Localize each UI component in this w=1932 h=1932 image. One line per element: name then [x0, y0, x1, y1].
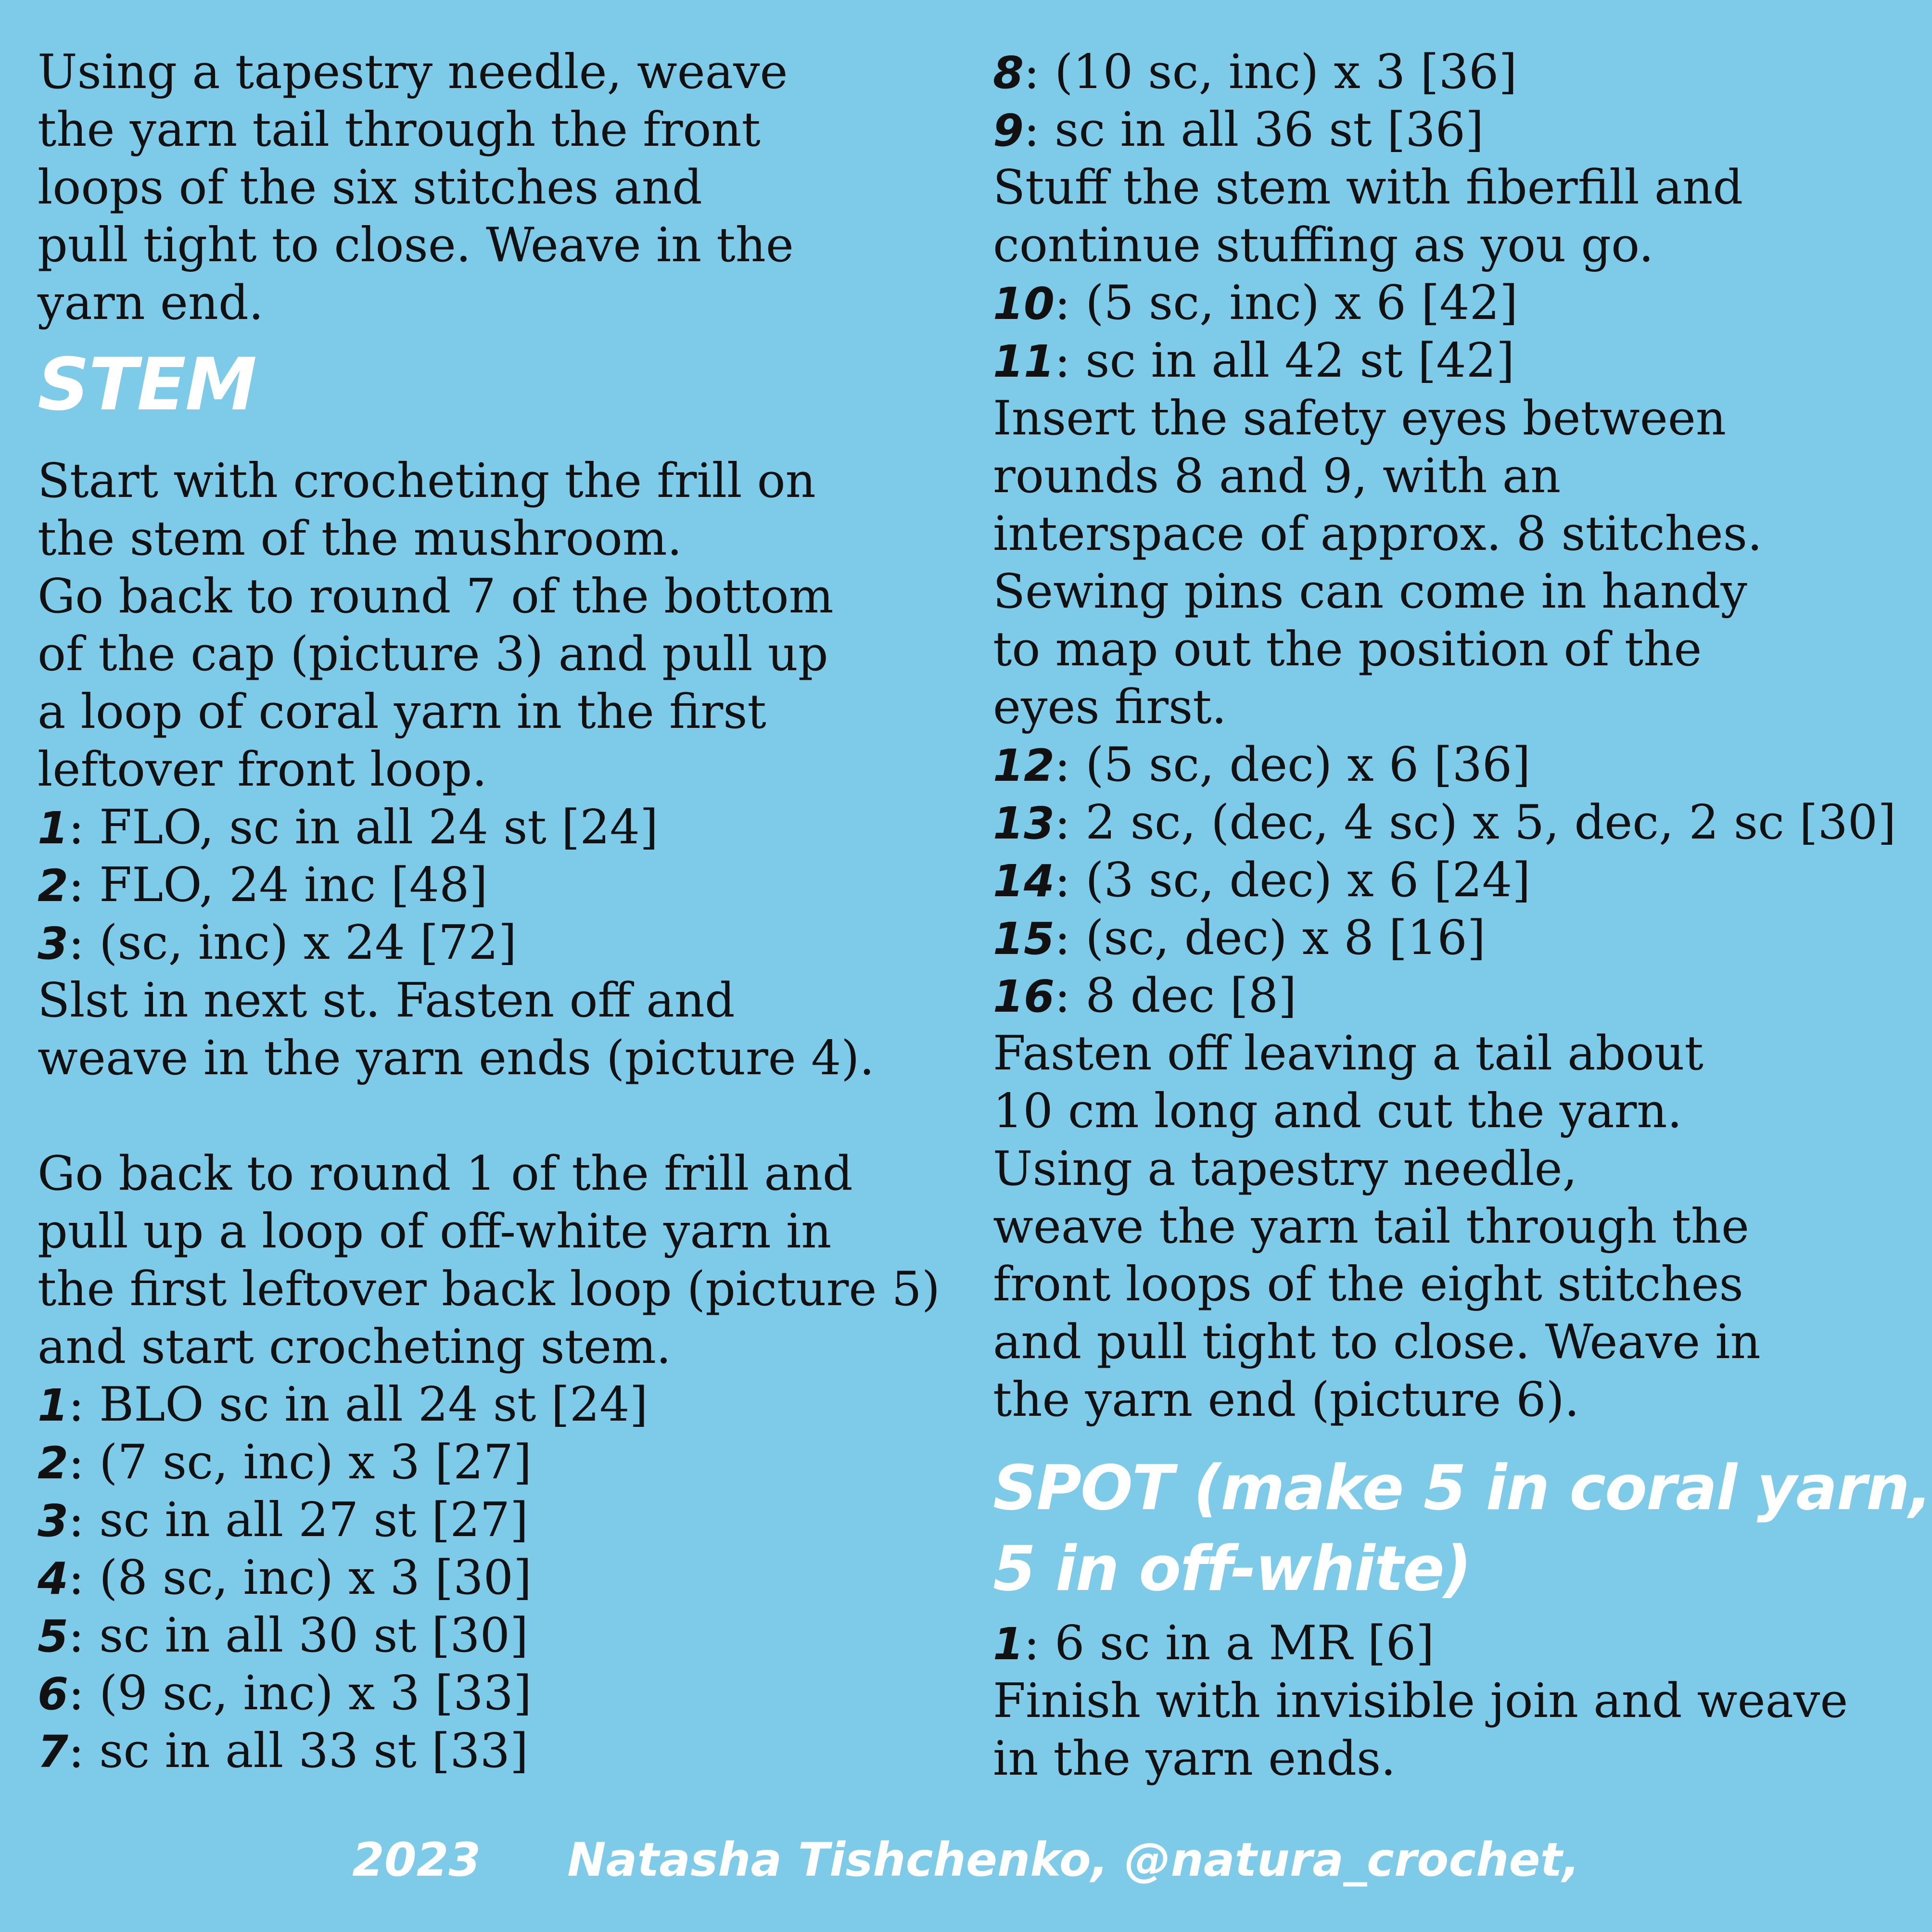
round-line	[993, 852, 1907, 909]
text-line: Go back to round 7 of the bottom	[38, 569, 834, 624]
round-text: : (8 sc, inc) x 3 [30]	[68, 1551, 532, 1605]
text-line: and pull tight to close. Weave in	[993, 1315, 1761, 1370]
round-text: : (7 sc, inc) x 3 [27]	[68, 1435, 532, 1490]
round-number: 1	[38, 802, 69, 854]
round-number: 11	[993, 336, 1055, 387]
spot-heading-line: SPOT (make 5 in coral yarn,	[993, 1452, 1932, 1524]
text-line: Using a tapestry needle, weave	[38, 45, 788, 100]
round-line	[993, 332, 1907, 390]
round-text: : 6 sc in a MR [6]	[1024, 1616, 1435, 1671]
round-number: 13	[993, 798, 1055, 849]
finish-paragraph	[993, 1025, 1907, 1429]
frill-outro-paragraph	[38, 972, 952, 1087]
round-line	[993, 736, 1907, 794]
text-line: 10 cm long and cut the yarn.	[993, 1084, 1682, 1139]
intro-paragraph	[38, 43, 952, 332]
spot-heading	[993, 1448, 1932, 1610]
round-text: : (5 sc, inc) x 6 [42]	[1055, 276, 1518, 330]
round-line	[38, 914, 952, 972]
text-line: Slst in next st. Fasten off and	[38, 973, 735, 1028]
round-text: : sc in all 27 st [27]	[68, 1493, 529, 1548]
text-line: Start with crocheting the frill on	[38, 454, 816, 508]
round-text: : 8 dec [8]	[1055, 968, 1297, 1023]
round-line	[993, 1614, 1907, 1672]
stem-rounds	[38, 1376, 952, 1780]
left-column	[38, 43, 952, 1780]
round-number: 15	[993, 913, 1055, 965]
right-column	[993, 43, 1932, 1788]
round-line	[38, 1722, 952, 1780]
round-number: 3	[38, 918, 69, 969]
text-line: rounds 8 and 9, with an	[993, 449, 1561, 504]
round-text: : FLO, sc in all 24 st [24]	[68, 800, 659, 855]
round-line	[38, 1491, 952, 1549]
round-text: : 2 sc, (dec, 4 sc) x 5, dec, 2 sc [30]	[1055, 795, 1896, 850]
spot-heading-line: 5 in off-white)	[993, 1533, 1471, 1605]
round-line	[38, 856, 952, 914]
text-line: continue stuffing as you go.	[993, 218, 1654, 273]
round-line	[38, 1665, 952, 1722]
rounds-12-16	[993, 736, 1907, 1025]
round-number: 7	[38, 1726, 69, 1778]
rounds-10-11	[993, 274, 1907, 390]
round-line	[993, 909, 1907, 967]
text-line: a loop of coral yarn in the first	[38, 685, 766, 739]
round-text: : sc in all 30 st [30]	[68, 1608, 529, 1663]
round-number: 12	[993, 740, 1055, 791]
round-line	[993, 794, 1907, 852]
text-line: Sewing pins can come in handy	[993, 564, 1747, 619]
round-line	[993, 101, 1907, 159]
round-text: : FLO, 24 inc [48]	[68, 858, 488, 913]
round-number: 1	[993, 1618, 1024, 1670]
text-line: interspace of approx. 8 stitches.	[993, 507, 1763, 561]
round-text: : (sc, inc) x 24 [72]	[68, 915, 517, 970]
text-line: the first leftover back loop (picture 5)	[38, 1262, 941, 1317]
round-text: : (5 sc, dec) x 6 [36]	[1055, 737, 1531, 792]
text-line: to map out the position of the	[993, 622, 1702, 677]
rounds-8-9	[993, 43, 1907, 159]
text-line: the stem of the mushroom.	[38, 511, 682, 566]
round-number: 14	[993, 855, 1055, 907]
round-number: 16	[993, 971, 1055, 1022]
round-line	[993, 274, 1907, 332]
round-line	[38, 799, 952, 856]
paragraph-gap	[38, 1087, 952, 1145]
round-text: : (3 sc, dec) x 6 [24]	[1055, 853, 1531, 908]
text-line: loops of the six stitches and	[38, 160, 702, 215]
text-line: pull up a loop of off-white yarn in	[38, 1204, 832, 1259]
round-text: : (9 sc, inc) x 3 [33]	[68, 1666, 532, 1721]
round-number: 6	[38, 1668, 69, 1720]
round-number: 1	[38, 1380, 69, 1431]
round-number: 3	[38, 1495, 69, 1547]
round-number: 10	[993, 278, 1055, 330]
text-line: pull tight to close. Weave in the	[38, 218, 794, 273]
text-line: Go back to round 1 of the frill and	[38, 1146, 853, 1201]
round-text: : BLO sc in all 24 st [24]	[68, 1377, 648, 1432]
round-text: : (10 sc, inc) x 3 [36]	[1024, 45, 1517, 100]
text-line: Using a tapestry needle,	[993, 1142, 1577, 1196]
round-line	[38, 1376, 952, 1434]
text-line: Finish with invisible join and weave	[993, 1674, 1848, 1729]
round-number: 5	[38, 1611, 69, 1662]
round-number: 9	[993, 105, 1024, 156]
copyright-footer	[0, 1833, 1932, 1887]
text-line: Fasten off leaving a tail about	[993, 1026, 1703, 1081]
eyes-paragraph	[993, 390, 1907, 736]
round-number: 4	[38, 1553, 69, 1604]
stuff-paragraph	[993, 159, 1907, 274]
text-line: Stuff the stem with fiberfill and	[993, 160, 1743, 215]
stem-heading: STEM	[38, 343, 256, 427]
frill-rounds	[38, 799, 952, 972]
round-line	[993, 967, 1907, 1025]
stem-start-paragraph	[38, 1145, 952, 1376]
text-line: Insert the safety eyes between	[993, 391, 1726, 446]
text-line: and start crocheting stem.	[38, 1320, 672, 1374]
round-text: : sc in all 33 st [33]	[68, 1724, 529, 1779]
text-line: eyes first.	[993, 680, 1227, 735]
round-line	[993, 43, 1907, 101]
stem-intro-paragraph	[38, 452, 952, 799]
text-line: in the yarn ends.	[993, 1731, 1396, 1786]
round-line	[38, 1434, 952, 1491]
spot-outro-paragraph	[993, 1672, 1907, 1788]
text-line: of the cap (picture 3) and pull up	[38, 627, 828, 682]
text-line: weave the yarn tail through the	[993, 1199, 1749, 1254]
round-number: 2	[38, 1437, 69, 1489]
text-line: the yarn tail through the front	[38, 102, 761, 157]
text-line: the yarn end (picture 6).	[993, 1373, 1579, 1427]
round-line	[38, 1549, 952, 1607]
round-number: 2	[38, 860, 69, 912]
round-text: : (sc, dec) x 8 [16]	[1055, 911, 1486, 966]
spot-rounds	[993, 1614, 1907, 1672]
text-line: leftover front loop.	[38, 742, 487, 797]
text-line: front loops of the eight stitches	[993, 1257, 1743, 1312]
round-line	[38, 1607, 952, 1665]
text-line: weave in the yarn ends (picture 4).	[38, 1031, 875, 1086]
footer-author: Natasha Tishchenko, @natura_crochet,	[567, 1833, 1580, 1887]
round-text: : sc in all 36 st [36]	[1024, 102, 1484, 157]
footer-year: 2023	[352, 1833, 481, 1887]
round-text: : sc in all 42 st [42]	[1055, 333, 1515, 388]
text-line: yarn end.	[38, 276, 264, 330]
round-number: 8	[993, 47, 1024, 99]
